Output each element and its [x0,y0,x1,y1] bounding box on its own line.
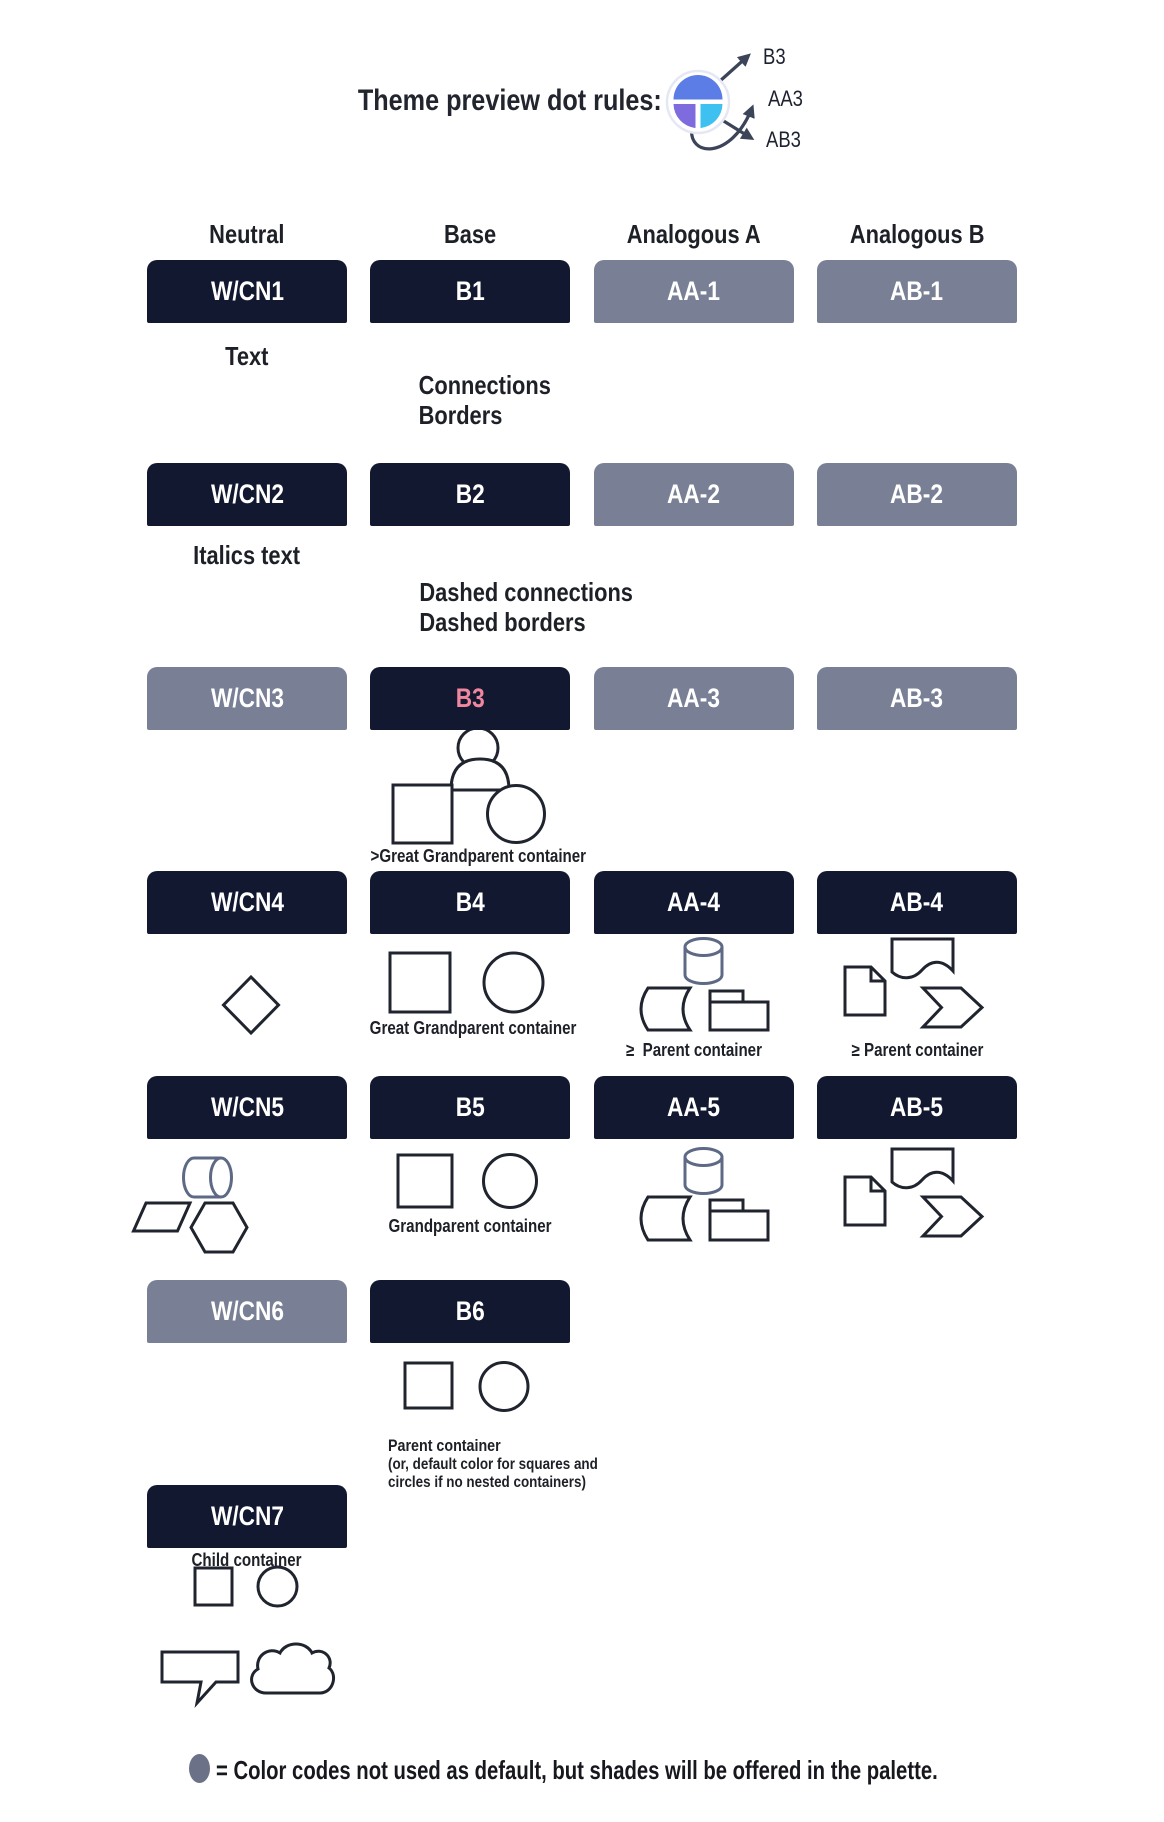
page-title: Theme preview dot rules: [358,84,662,117]
square-shape [405,1363,452,1408]
tabbed-rectangle-shape [710,1211,768,1240]
circle-shape [488,786,545,843]
caption-parent-aa: ≥ Parent container [625,1040,762,1060]
ab4-shape-group [845,939,982,1027]
caption-great-grandparent: Great Grandparent container [369,1018,577,1038]
pill-aa3: AA-3 [594,667,794,730]
pill-b6: B6 [370,1280,570,1343]
column-header-base: Base [443,219,497,249]
speech-bubble-shape [162,1652,238,1703]
dot-label-b3: B3 [763,44,786,69]
caption-child-container: Child container [191,1550,303,1570]
wavy-document-shape [892,939,953,978]
pill-b5: B5 [370,1076,570,1139]
database-cylinder-top [685,1149,722,1166]
pill-aa1: AA-1 [594,260,794,323]
pill-aa4: AA-4 [594,871,794,934]
column-header-analogous-b: Analogous B [849,219,985,249]
caption-text: Text [225,341,269,371]
caption-dashed: Dashed connections Dashed borders [419,577,633,637]
pill-wcn5: W/CN5 [147,1076,347,1139]
theme-preview-dot-figure [667,56,752,149]
pill-wcn3: W/CN3 [147,667,347,730]
caption-italics-text: Italics text [193,540,301,570]
dot-label-aa3: AA3 [768,86,803,111]
column-header-neutral: Neutral [209,219,285,249]
square-shape [393,785,452,843]
wavy-document-shape [892,1149,953,1188]
square-shape [195,1568,232,1605]
aa4-shape-group [641,939,768,1031]
circle-shape [480,1363,528,1411]
wcn5-shape-group [134,1158,248,1252]
caption-parent-block: Parent container (or, default color for squares and circles if no nested containers) [387,1436,598,1491]
hexagon-shape [191,1203,247,1252]
note-folded-corner-shape [845,1177,885,1225]
pill-wcn2: W/CN2 [147,463,347,526]
pill-wcn6: W/CN6 [147,1280,347,1343]
horizontal-cylinder-cap [211,1158,232,1197]
pill-wcn1: W/CN1 [147,260,347,323]
pill-ab4: AB-4 [817,871,1017,934]
stored-data-shape [641,988,690,1030]
caption-parent-ab: ≥ Parent container [851,1040,983,1060]
pill-ab2: AB-2 [817,463,1017,526]
diamond-shape [224,977,279,1033]
cloud-shape [252,1644,334,1693]
pill-ab5: AB-5 [817,1076,1017,1139]
legend-text: = Color codes not used as default, but shades will be offered in the palette. [216,1755,938,1785]
pill-b3: B3 [370,667,570,730]
note-folded-corner-shape [845,967,885,1015]
parallelogram-shape [134,1203,191,1231]
caption-connections-borders: Connections Borders [418,370,551,430]
b6-shape-group [405,1363,528,1411]
column-header-analogous-a: Analogous A [627,219,761,249]
legend-color-dot [189,1754,210,1783]
stored-data-shape [641,1197,690,1240]
aa5-shape-group [641,1149,768,1241]
pill-b4: B4 [370,871,570,934]
circle-shape [258,1567,297,1606]
square-shape [390,953,450,1012]
caption-grandparent: Grandparent container [388,1216,552,1236]
person-body-shape [451,759,509,790]
pill-ab3: AB-3 [817,667,1017,730]
b5-shape-group [398,1155,537,1208]
pill-wcn4: W/CN4 [147,871,347,934]
b4-shape-group [390,953,543,1012]
wcn7-shape-group [162,1567,334,1703]
circle-shape [484,953,543,1012]
ab5-shape-group [845,1149,982,1236]
dot-label-ab3: AB3 [766,127,801,152]
pill-wcn7: W/CN7 [147,1485,347,1548]
tabbed-rectangle-shape [710,1002,768,1030]
square-shape [398,1155,452,1207]
pill-b2: B2 [370,463,570,526]
pill-b1: B1 [370,260,570,323]
pill-ab1: AB-1 [817,260,1017,323]
pill-aa5: AA-5 [594,1076,794,1139]
caption-great-grandparent-gt: >Great Grandparent container [370,846,587,866]
chevron-arrow-shape [923,1197,982,1236]
circle-shape [484,1155,537,1208]
b3-shape-group [393,728,545,843]
database-cylinder-top [685,939,722,956]
chevron-arrow-shape [923,988,982,1027]
pill-aa2: AA-2 [594,463,794,526]
